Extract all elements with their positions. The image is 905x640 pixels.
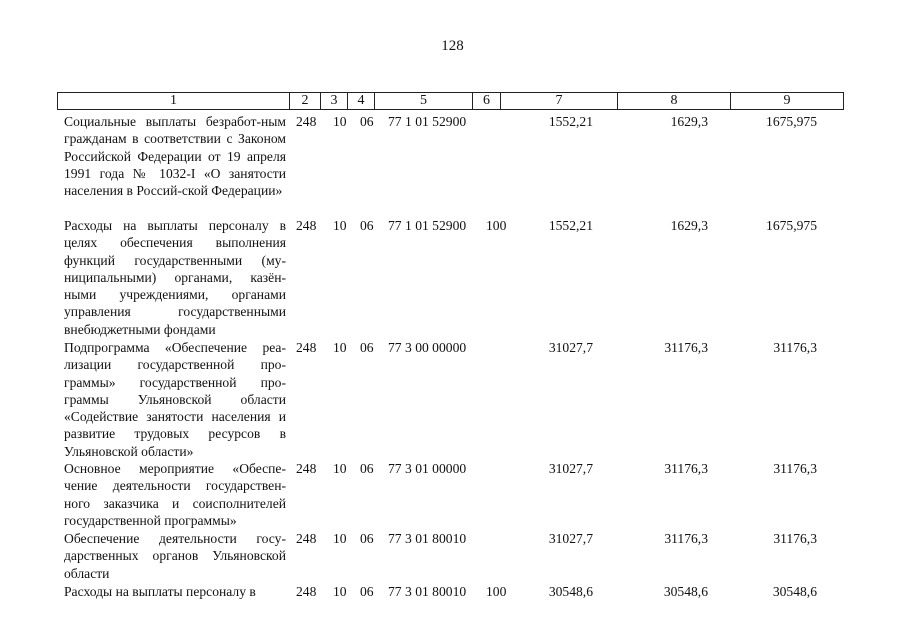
row-subsection: 06 (360, 584, 374, 599)
row-admin-code: 248 (296, 114, 317, 129)
row-amount-col9: 30548,6 (772, 584, 817, 599)
row-amount-col8: 30548,6 (663, 584, 708, 599)
row-admin-code: 248 (296, 531, 317, 546)
row-amount-col8: 1629,3 (670, 218, 708, 233)
row-subsection: 06 (360, 340, 374, 355)
row-amount-col7: 31027,7 (548, 461, 593, 476)
row-section: 10 (333, 531, 347, 546)
row-target-article: 77 1 01 52900 (388, 218, 467, 233)
row-amount-col7: 31027,7 (548, 531, 593, 546)
row-expense-type: 100 (486, 584, 507, 599)
row-section: 10 (333, 461, 347, 476)
header-col-9: 9 (731, 93, 844, 110)
row-amount-col8: 31176,3 (664, 340, 708, 355)
row-amount-col8: 31176,3 (664, 531, 708, 546)
row-admin-code: 248 (296, 461, 317, 476)
row-amount-col9: 31176,3 (773, 340, 817, 355)
row-subsection: 06 (360, 114, 374, 129)
row-target-article: 77 3 00 00000 (388, 340, 467, 355)
row-target-article: 77 3 01 80010 (388, 531, 467, 546)
row-section: 10 (333, 584, 347, 599)
row-target-article: 77 3 01 00000 (388, 461, 467, 476)
row-admin-code: 248 (296, 340, 317, 355)
header-col-1: 1 (58, 93, 290, 110)
header-col-7: 7 (501, 93, 618, 110)
row-subsection: 06 (360, 531, 374, 546)
row-section: 10 (333, 340, 347, 355)
header-col-8: 8 (618, 93, 731, 110)
header-col-6: 6 (473, 93, 501, 110)
row-amount-col8: 1629,3 (670, 114, 708, 129)
row-amount-col7: 1552,21 (548, 218, 593, 233)
header-col-4: 4 (348, 93, 375, 110)
row-amount-col8: 31176,3 (664, 461, 708, 476)
row-target-article: 77 1 01 52900 (388, 114, 467, 129)
row-subsection: 06 (360, 461, 374, 476)
row-description: Обеспечение деятельности госу-дарственных органов Ульяновской области (64, 531, 286, 581)
row-admin-code: 248 (296, 584, 317, 599)
page-number: 128 (441, 38, 464, 54)
row-amount-col9: 1675,975 (766, 114, 817, 129)
row-description: Расходы на выплаты персоналу в целях обеспечения выполнения функций государственными (му-ниципальными) органами, казён-ными учреждениями, органами управления государственными внебюджетными фондами (64, 218, 286, 337)
row-section: 10 (333, 114, 347, 129)
row-description: Расходы на выплаты персоналу в (64, 584, 256, 599)
header-col-2: 2 (290, 93, 321, 110)
row-amount-col7: 1552,21 (548, 114, 593, 129)
row-target-article: 77 3 01 80010 (388, 584, 467, 599)
row-amount-col7: 31027,7 (548, 340, 593, 355)
row-expense-type: 100 (486, 218, 507, 233)
row-description: Социальные выплаты безработ-ным гражданам в соответствии с Законом Российской Федерации от 19 апреля 1991 года № 1032-I «О занятости населения в Россий-ской Федерации» (64, 114, 286, 199)
row-amount-col9: 31176,3 (773, 531, 817, 546)
row-description: Подпрограмма «Обеспечение реа-лизации государственной про-граммы» государственной про-граммы Ульяновской области «Содействие занятости населения и развитие трудовых ресурсов в Ульяновской области» (64, 340, 286, 459)
row-subsection: 06 (360, 218, 374, 233)
row-amount-col9: 31176,3 (773, 461, 817, 476)
row-amount-col7: 30548,6 (548, 584, 593, 599)
row-amount-col9: 1675,975 (766, 218, 817, 233)
header-col-3: 3 (321, 93, 348, 110)
row-description: Основное мероприятие «Обеспе-чение деятельности государствен-ного заказчика и соисполнителей государственной программы» (64, 461, 286, 528)
row-section: 10 (333, 218, 347, 233)
header-col-5: 5 (375, 93, 473, 110)
row-admin-code: 248 (296, 218, 317, 233)
